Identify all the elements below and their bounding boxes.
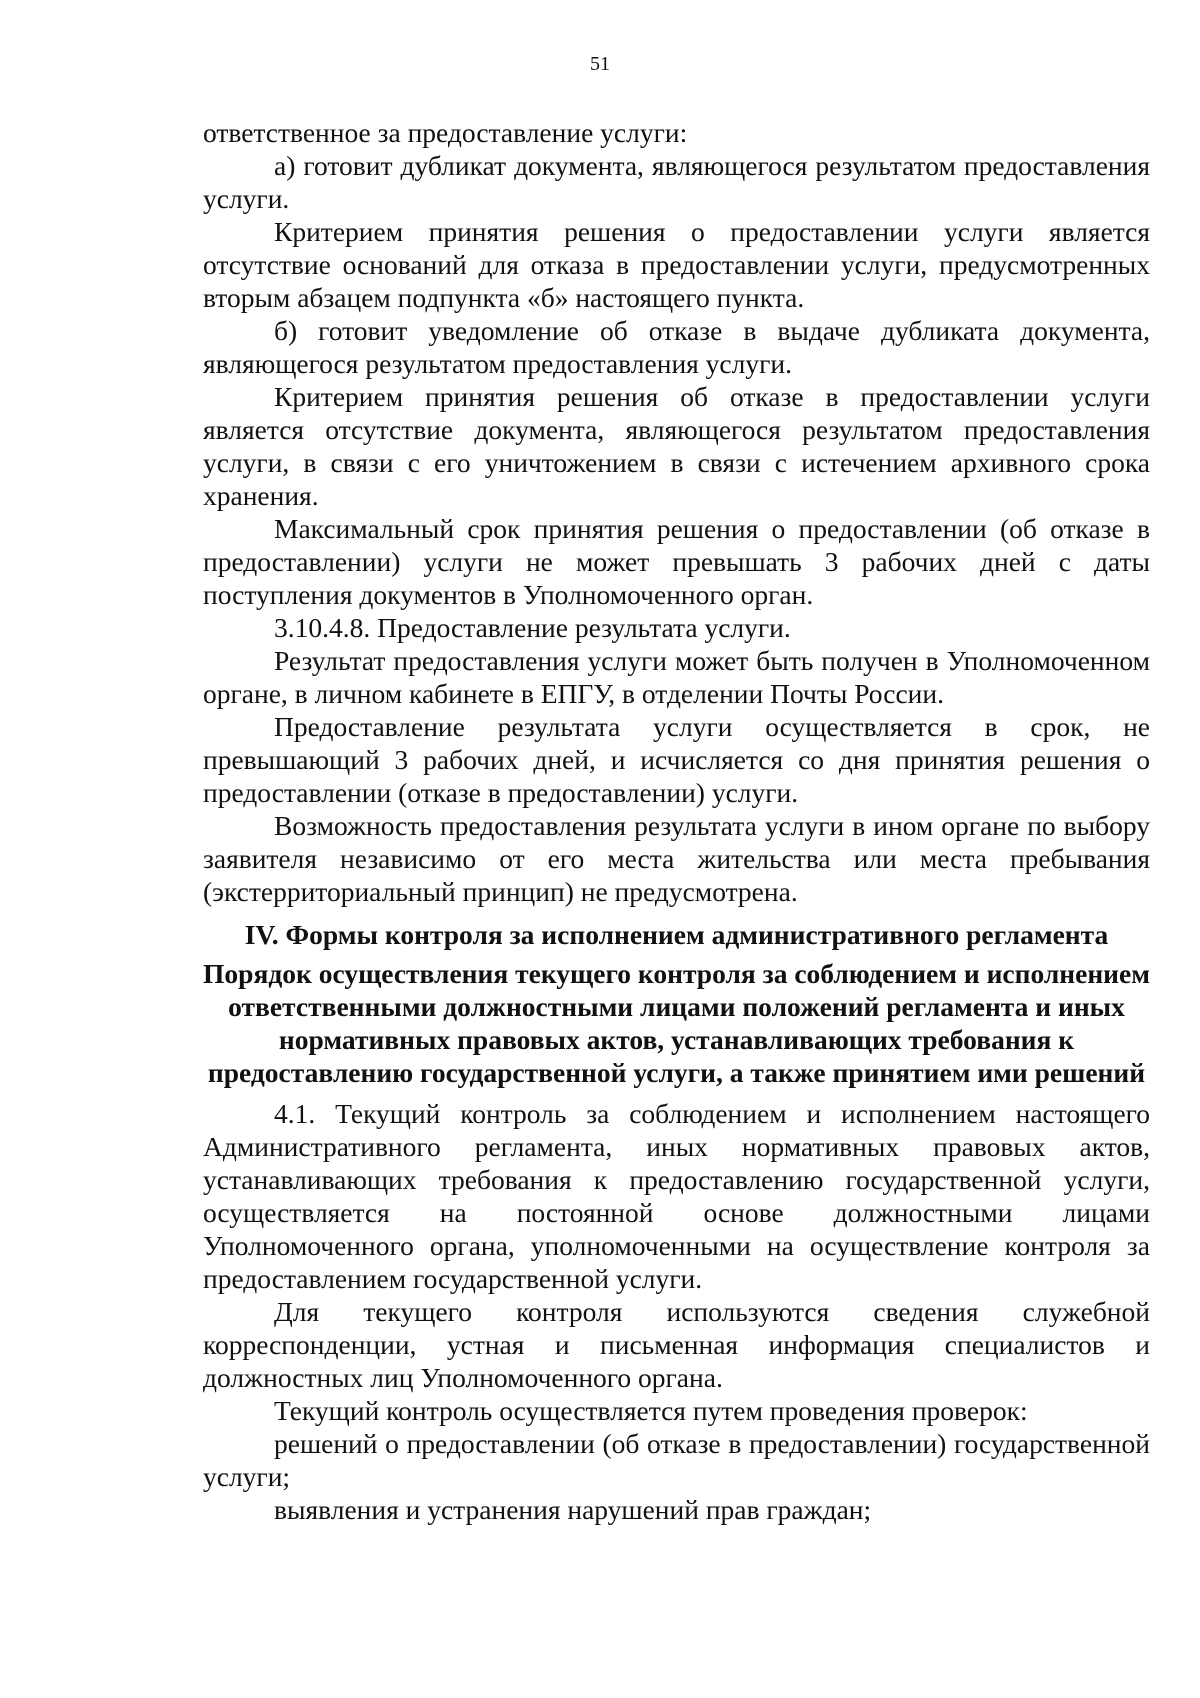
page-number: 51: [590, 53, 610, 75]
paragraph: Предоставление результата услуги осуществляется в срок, не превышающий 3 рабочих дней, и исчисляется со дня принятия решения о предоставлении (отказе в предоставлении) услуги.: [203, 711, 1150, 808]
paragraph: Текущий контроль осуществляется путем проведения проверок:: [274, 1395, 1028, 1426]
paragraph: 3.10.4.8. Предоставление результата услуги.: [274, 612, 791, 643]
subsection-title: Порядок осуществления текущего контроля за соблюдением и исполнением ответственными должностными лицами положений регламента и иных нормативных правовых актов, устанавливающих требования к предоставлению государственной услуги, а также принятием ими решений: [203, 958, 1150, 1088]
paragraph: Результат предоставления услуги может быть получен в Уполномоченном органе, в личном кабинете в ЕПГУ, в отделении Почты России.: [203, 645, 1150, 709]
document-body: [203, 116, 1150, 1526]
paragraph: решений о предоставлении (об отказе в предоставлении) государственной услуги;: [203, 1428, 1150, 1492]
paragraph: Критерием принятия решения о предоставлении услуги является отсутствие оснований для отказа в предоставлении услуги, предусмотренных вторым абзацем подпункта «б» настоящего пункта.: [203, 216, 1150, 313]
paragraph: ответственное за предоставление услуги:: [203, 117, 688, 148]
paragraph: Максимальный срок принятия решения о предоставлении (об отказе в предоставлении) услуги не может превышать 3 рабочих дней с даты поступления документов в Уполномоченного орган.: [203, 513, 1150, 610]
paragraph: выявления и устранения нарушений прав граждан;: [274, 1494, 872, 1525]
paragraph: Возможность предоставления результата услуги в ином органе по выбору заявителя независимо от его места жительства или места пребывания (экстерриториальный принцип) не предусмотрена.: [203, 810, 1150, 907]
paragraph: а) готовит дубликат документа, являющегося результатом предоставления услуги.: [203, 150, 1150, 214]
paragraph: Для текущего контроля используются сведения служебной корреспонденции, устная и письменная информация специалистов и должностных лиц Уполномоченного органа.: [203, 1296, 1150, 1393]
paragraph: б) готовит уведомление об отказе в выдаче дубликата документа, являющегося результатом предоставления услуги.: [203, 315, 1150, 379]
section-title: IV. Формы контроля за исполнением административного регламента: [244, 919, 1109, 950]
paragraph: 4.1. Текущий контроль за соблюдением и исполнением настоящего Административного регламента, иных нормативных правовых актов, устанавливающих требования к предоставлению государственной услуги, осуществляется на постоянной основе должностными лицами Уполномоченного органа, уполномоченными на осуществление контроля за предоставлением государственной услуги.: [203, 1098, 1150, 1294]
paragraph: Критерием принятия решения об отказе в предоставлении услуги является отсутствие документа, являющегося результатом предоставления услуги, в связи с его уничтожением в связи с истечением архивного срока хранения.: [203, 381, 1150, 511]
